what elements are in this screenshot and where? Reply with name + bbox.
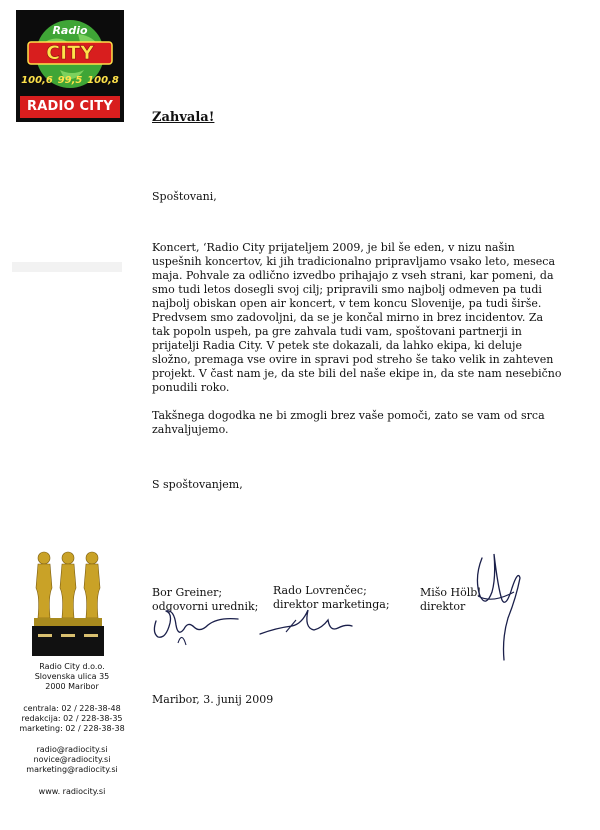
phone-line: redakcija: 02 / 228-38-35 — [21, 714, 123, 723]
signature-1 — [148, 603, 244, 649]
email-link[interactable]: novice@radiocity.si — [33, 755, 111, 764]
logo-frequency: 99,5 — [57, 75, 83, 86]
company-street: Slovenska ulica 35 — [34, 672, 110, 681]
salutation: Spoštovani, — [152, 190, 217, 203]
globe-logo-graphic — [20, 14, 120, 92]
company-city: 2000 Maribor — [45, 682, 99, 691]
company-name: Radio City d.o.o. — [39, 662, 105, 671]
body-paragraph: Takšnega dogodka ne bi zmogli brez vaše pomoči, zato se vam od srca zahvaljujemo. — [152, 409, 545, 436]
logo-top-text: Radio — [52, 24, 88, 37]
email-link[interactable]: marketing@radiocity.si — [26, 765, 118, 774]
signatory-name: Bor Greiner; — [152, 586, 223, 599]
company-address — [14, 662, 130, 692]
logo-city-text: CITY — [46, 42, 94, 64]
company-phones — [14, 704, 130, 734]
signatory-name: Rado Lovrenčec; — [273, 584, 367, 597]
phone-line: marketing: 02 / 228-38-38 — [19, 724, 125, 733]
phone-line: centrala: 02 / 228-38-48 — [23, 704, 121, 713]
letter-date: Maribor, 3. junij 2009 — [152, 693, 274, 706]
signature-2 — [256, 598, 356, 640]
email-link[interactable]: radio@radiocity.si — [36, 745, 108, 754]
body-paragraph: Koncert, ‘Radio City prijateljem 2009, je bil še eden, v nizu našin uspešnih koncertov, ki jih tradicionalno pripravljamo vsako leto, meseca maja. Pohvale za odlično izvedbo prihajajo z vseh strani, kar pomeni, da smo tudi letos dosegli svoj cilj; pripravili smo najbolj odmeven pa tudi najbolj obiskan open air koncert, v tem koncu Slovenije, pa tudi širše. Predvsem smo zadovoljni, da se je končal mirno in brez incidentov. Za tak popoln uspeh, pa gre zahvala tudi vam, spoštovani partnerji in prijatelji Radia City. V petek ste dokazali, da lahko ekipa, ki deluje složno, premaga vse ovire in spravi pod streho še tako velik in zahteven projekt. V čast nam je, da ste bili del naše ekipe in, da ste nam nesebično ponudili roko. — [152, 241, 562, 394]
logo-bottom-text: RADIO CITY — [20, 96, 120, 118]
scan-smudge — [12, 262, 122, 272]
logo-frequency: 100,8 — [87, 75, 119, 86]
letter-title: Zahvala! — [152, 110, 215, 125]
signatory-role: direktor marketinga; — [273, 598, 390, 611]
trophies-image — [30, 548, 106, 656]
signature-3 — [468, 548, 528, 668]
signatory-name: Mišo Hölbl — [420, 586, 481, 599]
radio-city-logo — [16, 10, 124, 122]
logo-frequency: 100,6 — [21, 75, 53, 86]
website-link[interactable]: www. radiocity.si — [38, 787, 106, 796]
signatory-role: direktor — [420, 600, 466, 613]
signatory-role: odgovorni urednik; — [152, 600, 259, 613]
company-emails — [14, 745, 130, 775]
closing: S spoštovanjem, — [152, 478, 243, 491]
company-website — [14, 787, 130, 797]
letter-body — [152, 241, 562, 437]
